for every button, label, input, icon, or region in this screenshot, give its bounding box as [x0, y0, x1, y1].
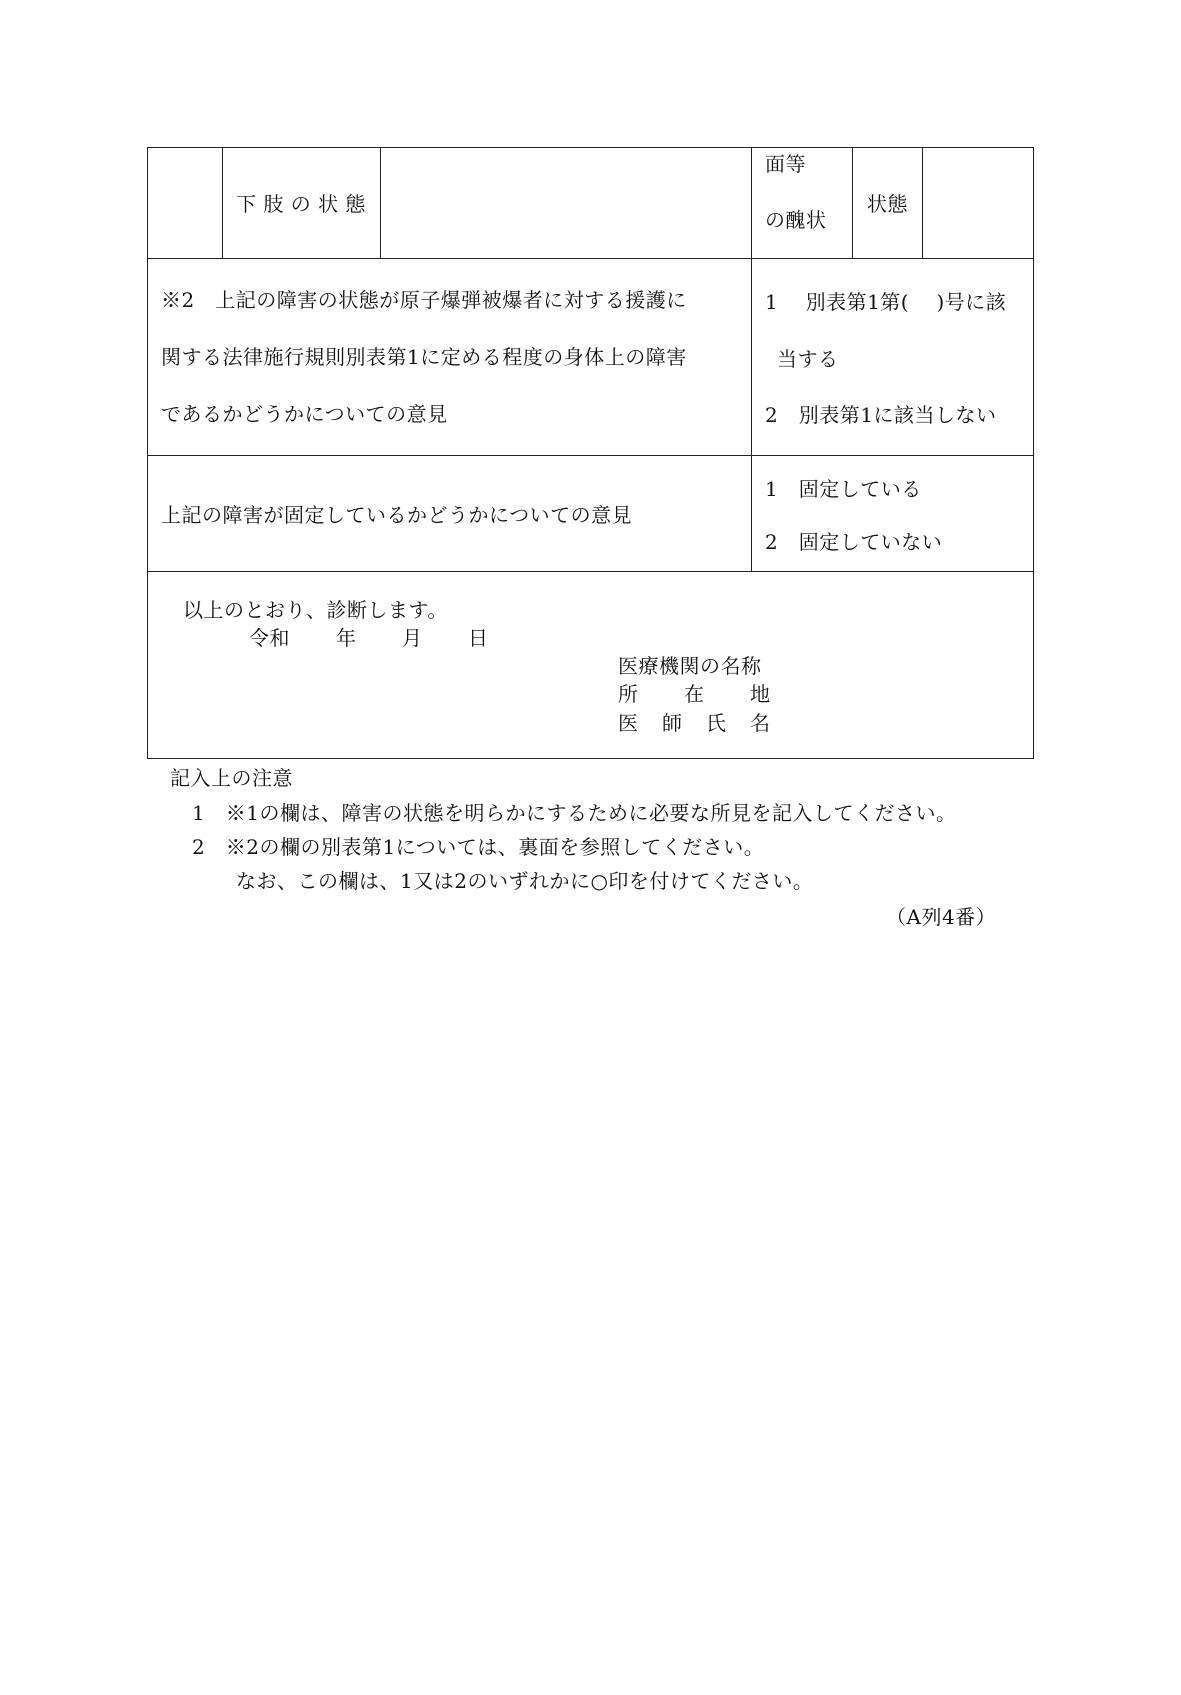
note-2: 2 ※2の欄の別表第1については、裏面を参照してください。	[192, 835, 765, 859]
doctor-label-3: 氏	[706, 711, 727, 735]
option-fixed[interactable]: 1 固定している	[765, 477, 922, 501]
disability-opinion-question-line3: であるかどうかについての意見	[161, 402, 448, 426]
option-not-applicable[interactable]: 2 別表第1に該当しない	[765, 403, 997, 427]
date-month: 月	[402, 626, 423, 650]
diagnosis-statement: 以上のとおり、診断します。	[183, 598, 448, 622]
lower-limb-status-field[interactable]	[382, 149, 750, 257]
address-label-1: 所	[618, 682, 639, 706]
row-divider-3	[147, 571, 1034, 572]
row1-col-divider-2	[380, 147, 381, 258]
row1-col-divider-1	[222, 147, 223, 258]
address-field[interactable]	[785, 680, 1025, 706]
institution-name-label: 医療機関の名称	[618, 654, 762, 678]
row1-col-divider-5	[922, 147, 923, 258]
lower-limb-status-label: 下 肢 の 状 態	[236, 192, 366, 216]
main-col-divider	[751, 147, 752, 571]
appearance-status-field[interactable]	[924, 149, 1032, 257]
note-2-continued: なお、この欄は、1又は2のいずれかに○印を付けてください。	[236, 869, 814, 893]
institution-name-field[interactable]	[785, 652, 1025, 678]
notes-heading: 記入上の注意	[170, 766, 293, 790]
appearance-label-bottom: の醜状	[765, 208, 827, 232]
option-applicable-line1[interactable]: 1 別表第1第( )号に該	[765, 290, 1007, 314]
option-applicable-line2[interactable]: 当する	[777, 347, 839, 371]
row-divider-2	[147, 455, 1034, 456]
doctor-name-field[interactable]	[785, 709, 1025, 735]
address-label-3: 地	[750, 682, 771, 706]
doctor-label-1: 医	[618, 711, 639, 735]
doctor-label-2: 師	[662, 711, 683, 735]
date-year: 年	[336, 626, 357, 650]
date-day: 日	[468, 626, 489, 650]
date-era: 令和	[249, 626, 290, 650]
note-1: 1 ※1の欄は、障害の状態を明らかにするために必要な所見を記入してください。	[192, 801, 957, 825]
option-not-fixed[interactable]: 2 固定していない	[765, 530, 943, 554]
fixed-opinion-question: 上記の障害が固定しているかどうかについての意見	[161, 503, 633, 527]
appearance-label-top: 面等	[765, 152, 806, 176]
address-label-2: 在	[684, 682, 705, 706]
paper-size: （A列4番）	[886, 905, 997, 929]
row1-col-divider-4	[852, 147, 853, 258]
status-label: 状態	[867, 192, 908, 216]
disability-opinion-question-line1: ※2 上記の障害の状態が原子爆弾被爆者に対する援護に	[161, 288, 687, 312]
doctor-label-4: 名	[750, 711, 771, 735]
disability-opinion-question-line2: 関する法律施行規則別表第1に定める程度の身体上の障害	[161, 345, 687, 369]
row-divider-1	[147, 258, 1034, 259]
